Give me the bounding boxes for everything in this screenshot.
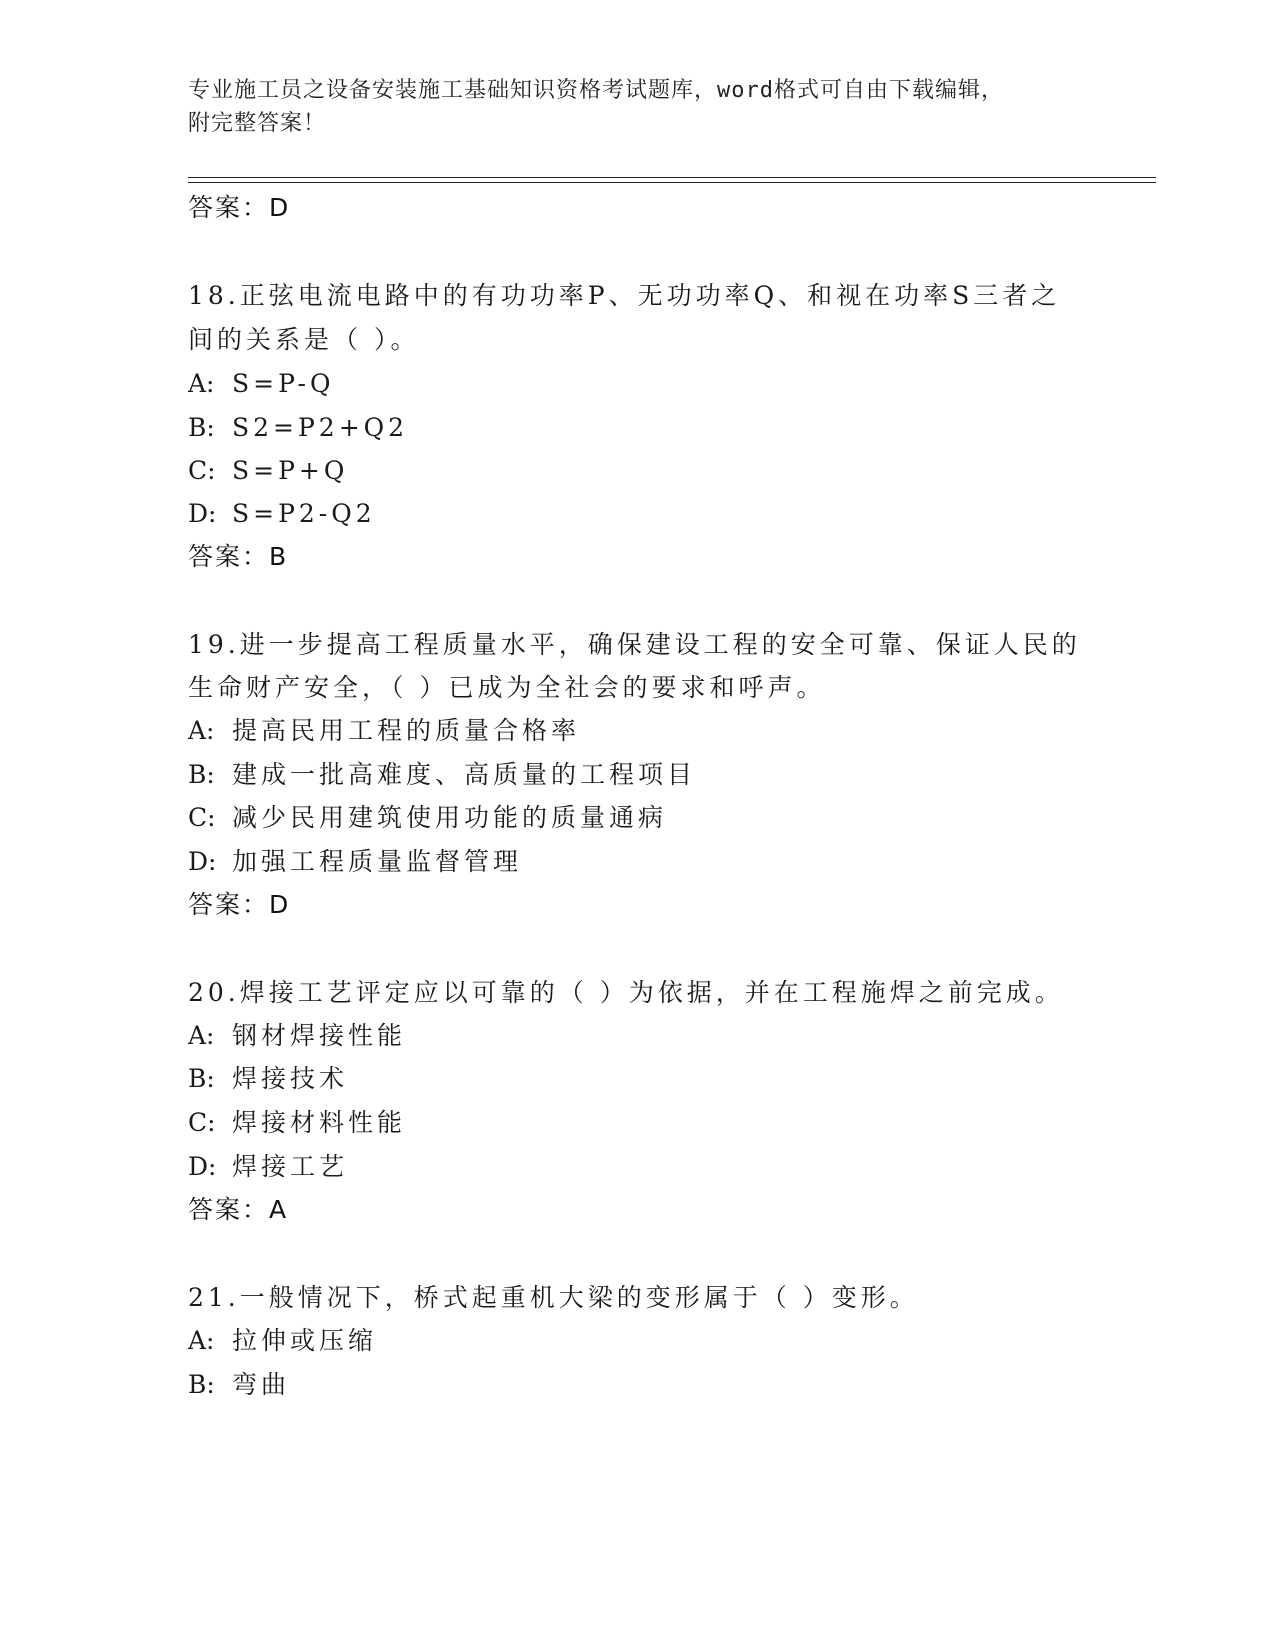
option-letter: B: bbox=[188, 1064, 215, 1093]
question-18-option-b bbox=[188, 412, 408, 444]
question-21-option-a bbox=[188, 1325, 377, 1357]
option-letter: D: bbox=[188, 847, 217, 876]
question-19-option-c bbox=[188, 802, 667, 834]
option-text: 焊接材料性能 bbox=[232, 1108, 407, 1137]
question-18-option-a bbox=[188, 368, 334, 400]
option-text: 焊接技术 bbox=[232, 1064, 349, 1093]
question-20-option-b bbox=[188, 1063, 348, 1095]
question-19-answer: 答案：D bbox=[188, 890, 291, 919]
question-21-stem-line-1: 21.一般情况下，桥式起重机大梁的变形属于（ ）变形。 bbox=[188, 1283, 919, 1312]
option-letter: B: bbox=[188, 1370, 215, 1399]
header-line-2: 附完整答案！ bbox=[188, 111, 327, 136]
option-letter: C: bbox=[188, 1108, 216, 1137]
option-letter: A: bbox=[188, 1326, 215, 1355]
option-text: S=P-Q bbox=[232, 369, 335, 398]
option-letter: A: bbox=[188, 716, 215, 745]
document-header bbox=[188, 74, 1088, 140]
option-text: 弯曲 bbox=[232, 1370, 291, 1399]
question-21-option-b bbox=[188, 1369, 290, 1401]
question-19-stem-line-1: 19.进一步提高工程质量水平，确保建设工程的安全可靠、保证人民的 bbox=[188, 630, 1081, 659]
option-text: 减少民用建筑使用功能的质量通病 bbox=[232, 803, 668, 832]
question-19-stem-line-2: 生命财产安全，（ ）已成为全社会的要求和呼声。 bbox=[188, 673, 826, 702]
option-text: S=P+Q bbox=[232, 456, 349, 485]
question-20-option-c bbox=[188, 1107, 406, 1139]
option-letter: B: bbox=[188, 413, 215, 442]
option-letter: D: bbox=[188, 499, 217, 528]
option-text: 提高民用工程的质量合格率 bbox=[232, 716, 581, 745]
question-18-stem-line-2: 间的关系是（ ）。 bbox=[188, 325, 420, 354]
option-text: 拉伸或压缩 bbox=[232, 1326, 378, 1355]
question-20-option-a bbox=[188, 1020, 406, 1052]
question-20-option-d bbox=[188, 1151, 348, 1183]
option-letter: B: bbox=[188, 760, 215, 789]
option-letter: C: bbox=[188, 803, 216, 832]
header-divider-bottom bbox=[188, 182, 1156, 183]
question-19-option-b bbox=[188, 759, 696, 791]
question-19-option-d bbox=[188, 846, 522, 878]
question-18-option-d bbox=[188, 498, 376, 530]
option-letter: A: bbox=[188, 1021, 215, 1050]
question-18-stem-line-1: 18.正弦电流电路中的有功功率P、无功功率Q、和视在功率S三者之 bbox=[188, 281, 1061, 310]
question-20-stem-line-1: 20.焊接工艺评定应以可靠的（ ）为依据，并在工程施焊之前完成。 bbox=[188, 978, 1064, 1007]
option-text: 建成一批高难度、高质量的工程项目 bbox=[232, 760, 697, 789]
option-text: 焊接工艺 bbox=[232, 1152, 349, 1181]
option-text: 钢材焊接性能 bbox=[232, 1021, 407, 1050]
option-text: S=P2-Q2 bbox=[232, 499, 376, 528]
question-18-answer: 答案：B bbox=[188, 542, 289, 571]
question-18-option-c bbox=[188, 455, 348, 487]
header-line-1: 专业施工员之设备安装施工基础知识资格考试题库，word格式可自由下载编辑， bbox=[188, 78, 1004, 103]
question-19-option-a bbox=[188, 715, 580, 747]
answer-label: 答案：D bbox=[188, 193, 291, 222]
option-text: 加强工程质量监督管理 bbox=[232, 847, 523, 876]
header-divider-top bbox=[188, 177, 1156, 178]
option-letter: C: bbox=[188, 456, 216, 485]
option-text: S2=P2+Q2 bbox=[232, 413, 409, 442]
question-20-answer: 答案：A bbox=[188, 1195, 289, 1224]
option-letter: D: bbox=[188, 1152, 217, 1181]
option-letter: A: bbox=[188, 369, 215, 398]
